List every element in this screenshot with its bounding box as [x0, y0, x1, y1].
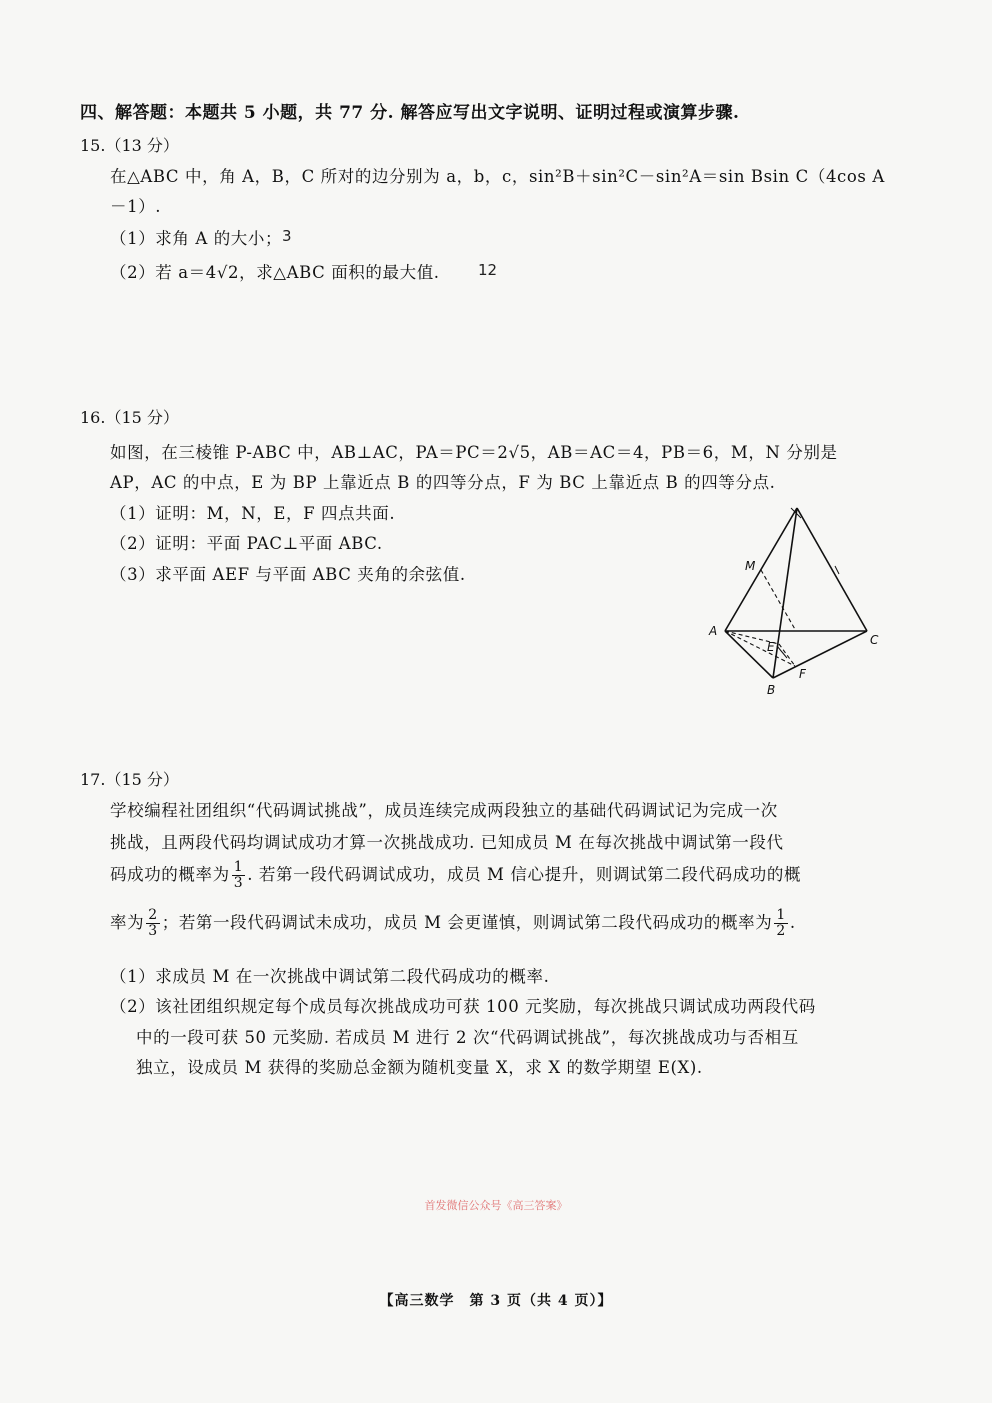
q15-part2: （2）若 a＝4√2，求△ABC 面积的最大值. [110, 263, 440, 282]
edge-BC [773, 631, 867, 678]
fraction-two-thirds: $\frac{2}{3}$ [148, 907, 158, 939]
q17-part2-line1: （2）该社团组织规定每个成员每次挑战成功可获 100 元奖励，每次挑战只调试成功两段代码 [110, 997, 816, 1016]
label-C: C [870, 633, 879, 647]
q17-part1: （1）求成员 M 在一次挑战中调试第二段代码成功的概率. [110, 967, 550, 986]
q15-stem-line1: 在△ABC 中，角 A，B，C 所对的边分别为 a，b，c，sin²B＋sin²C－sin²A＝sin Bsin C（4cos A [110, 167, 885, 186]
label-M: M [745, 559, 756, 573]
edge-PC [797, 508, 867, 631]
label-E: E [767, 640, 775, 654]
q17-stem-line4-b: ；若第一段代码调试未成功，成员 M 会更谨慎，则调试第二段代码成功的概率为 [161, 913, 773, 932]
q17-stem-line4-c: . [789, 913, 796, 932]
q16-stem-line2: AP，AC 的中点，E 为 BP 上靠近点 B 的四等分点，F 为 BC 上靠近点 B 的四等分点. [110, 473, 776, 492]
q16-part2: （2）证明：平面 PAC⊥平面 ABC. [110, 534, 383, 553]
fraction-one-half: $\frac{1}{2}$ [776, 907, 786, 939]
q16-part1: （1）证明：M，N，E，F 四点共面. [110, 504, 396, 523]
edge-PA [725, 508, 797, 631]
q17-stem-line2: 挑战，且两段代码均调试成功才算一次挑战成功. 已知成员 M 在每次挑战中调试第一段代 [110, 833, 784, 852]
segment-AF [725, 631, 795, 666]
label-B: B [767, 683, 776, 697]
q15-number: 15.（13 分） [80, 136, 179, 155]
q16-part3: （3）求平面 AEF 与平面 ABC 夹角的余弦值. [110, 565, 466, 584]
q17-stem-line3-b: . 若第一段代码调试成功，成员 M 信心提升，则调试第二段代码成功的概 [247, 865, 802, 884]
page-footer: 【高三数学 第 3 页（共 4 页）】 [379, 1293, 613, 1309]
label-A: A [709, 624, 718, 638]
q17-stem-line4 [110, 908, 796, 939]
tetrahedron-diagram [705, 498, 885, 703]
q17-stem-line3-a: 码成功的概率为 [110, 865, 230, 884]
q17-part2-line2: 中的一段可获 50 元奖励. 若成员 M 进行 2 次“代码调试挑战”，每次挑战成功与否相互 [136, 1028, 799, 1047]
edge-AB [725, 631, 773, 678]
watermark: 首发微信公众号《高三答案》 [424, 1199, 568, 1212]
q16-stem-line1: 如图，在三棱锥 P-ABC 中，AB⊥AC，PA＝PC＝2√5，AB＝AC＝4，PB＝6，M，N 分别是 [110, 443, 838, 462]
section-heading: 四、解答题：本题共 5 小题，共 77 分. 解答应写出文字说明、证明过程或演算步骤. [80, 103, 740, 123]
fraction-one-third: $\frac{1}{3}$ [233, 859, 244, 891]
q15-part2-handwritten: 12 [478, 261, 498, 279]
q15-part1-handwritten: 3 [282, 227, 292, 245]
label-F: F [799, 667, 806, 681]
q17-stem-line4-a: 率为 [110, 913, 145, 932]
q15-part1: （1）求角 A 的大小； [110, 229, 283, 248]
segment-EF [779, 644, 795, 666]
q17-part2-line3: 独立，设成员 M 获得的奖励总金额为随机变量 X，求 X 的数学期望 E(X). [136, 1058, 703, 1077]
q17-stem-line3 [110, 860, 801, 891]
q16-number: 16.（15 分） [80, 408, 179, 427]
q15-stem-line2: －1）. [110, 197, 162, 216]
q17-stem-line1: 学校编程社团组织“代码调试挑战”，成员连续完成两段独立的基础代码调试记为完成一次 [110, 801, 778, 820]
q17-number: 17.（15 分） [80, 770, 179, 789]
segment-MN [761, 570, 796, 631]
